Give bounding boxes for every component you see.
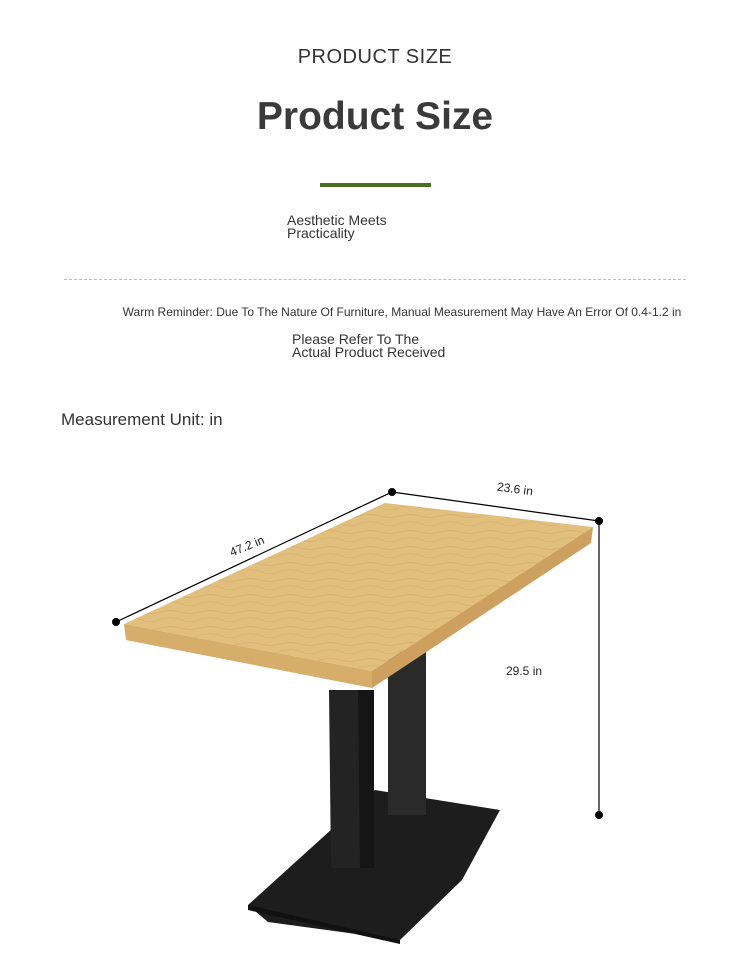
page-title: Product Size bbox=[256, 95, 494, 138]
length-label: 47.2 in bbox=[227, 532, 267, 560]
title-accent-bar bbox=[320, 183, 431, 187]
warm-reminder-text: Warm Reminder: Due To The Nature Of Furniture, Manual Measurement May Have An Error Of 0.4-1.2 in bbox=[122, 305, 682, 319]
height-label: 29.5 in bbox=[506, 664, 543, 678]
refer-note-line-2: Actual Product Received bbox=[292, 344, 446, 360]
table-dimension-drawing bbox=[0, 440, 750, 973]
section-eyebrow: PRODUCT SIZE bbox=[297, 46, 453, 68]
rear-column bbox=[388, 652, 426, 815]
tabletop bbox=[124, 503, 593, 688]
measurement-unit-label: Measurement Unit: in bbox=[61, 410, 223, 429]
length-start-dot bbox=[112, 618, 120, 626]
width-label: 23.6 in bbox=[496, 479, 534, 499]
refer-note-line-1: Please Refer To The bbox=[292, 331, 420, 347]
tagline bbox=[287, 214, 387, 240]
corner-dot bbox=[388, 488, 396, 496]
refer-note bbox=[292, 333, 445, 359]
dashed-divider bbox=[64, 279, 686, 280]
tagline-line-2: Practicality bbox=[287, 225, 355, 241]
table-base bbox=[248, 652, 500, 944]
width-end-dot bbox=[595, 517, 603, 525]
height-end-dot bbox=[595, 811, 603, 819]
tagline-line-1: Aesthetic Meets bbox=[287, 212, 387, 228]
